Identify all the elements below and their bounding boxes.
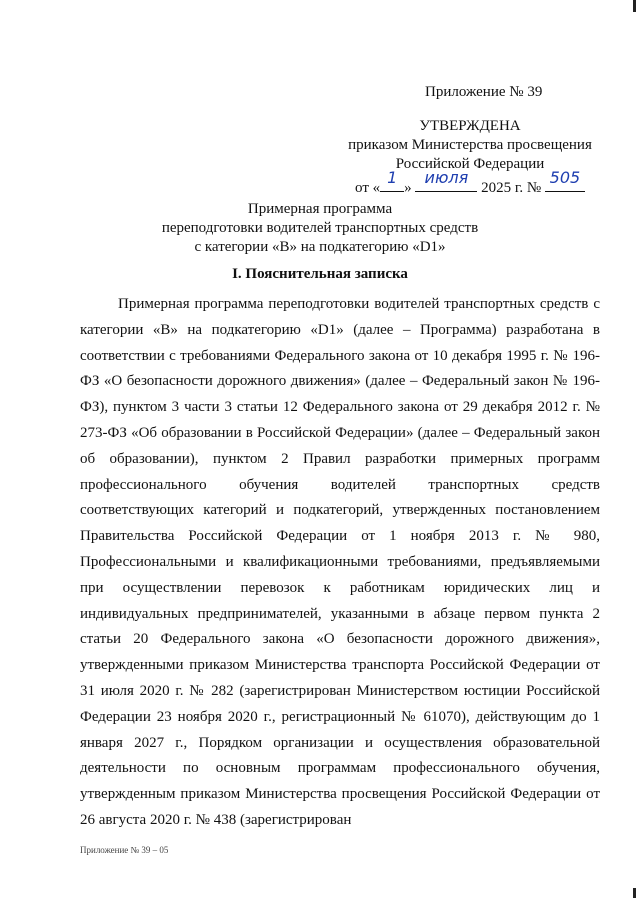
handwritten-day: 1 — [387, 168, 398, 187]
program-title-line-1: Примерная программа — [247, 201, 393, 217]
handwritten-order-number: 505 — [549, 168, 581, 187]
date-month-field — [415, 168, 477, 192]
paragraph: Примерная программа переподготовки водителей транспортных средств с категории «B» на подкатегорию «D1» (далее – Программа) разработана в соответствии с требованиями Федерального закона от 10 декабря 1995 г. № 196-ФЗ «О безопасности дорожного движения» (далее – Федеральный закон № 196-ФЗ), пунктом 3 части 3 статьи 12 Федерального закона от 29 декабря 2012 г. № 273-ФЗ «Об образовании в Российской Федерации» (далее – Федеральный закон об образовании), пунктом 2 Правил разработки примерных программ профессионального обучения водителей транспортных средств соответствующих категорий и подкатегорий, утвержденных постановлением Правительства Российской Федерации от 1 ноября 2013 г. № 980, Профессиональными и квалификационными требованиями, предъявляемыми при осуществлении перевозок к работникам юридических лиц и индивидуальных предпринимателей, указанными в абзаце первом пункта 2 статьи 20 Федерального закона «О безопасности дорожного движения», утвержденными приказом Министерства транспорта Российской Федерации от 31 июля 2020 г. № 282 (зарегистрирован Министерством юстиции Российской Федерации 23 ноября 2020 г., регистрационный № 61070), действующим до 1 января 2027 г., Порядком организации и осуществления образовательной деятельности по основным программам профессионального обучения, утвержденным приказом Министерства просвещения Российской Федерации от 26 августа 2020 г. № 438 (зарегистрирован — [80, 296, 600, 828]
order-date-line — [340, 168, 600, 198]
date-mid: » — [404, 180, 412, 196]
ministry-line: Российской Федерации — [395, 156, 545, 172]
program-title-line-3: с категории «B» на подкатегорию «D1» — [194, 239, 446, 255]
program-title — [110, 200, 530, 257]
approval-block — [340, 117, 600, 198]
scan-edge-mark — [633, 888, 636, 898]
date-day-field — [380, 168, 404, 192]
order-line: приказом Министерства просвещения — [348, 137, 592, 153]
program-title-line-2: переподготовки водителей транспортных средств — [161, 220, 479, 236]
section-heading: I. Пояснительная записка — [232, 266, 408, 282]
handwritten-month: июля — [424, 168, 469, 187]
date-prefix: от « — [355, 180, 381, 196]
order-number-field — [545, 168, 585, 192]
approved-label: УТВЕРЖДЕНА — [419, 118, 521, 134]
footer-label: Приложение № 39 – 05 — [80, 845, 169, 855]
body-text — [80, 292, 600, 834]
date-year: 2025 г. № — [481, 180, 542, 196]
appendix-label: Приложение № 39 — [425, 84, 543, 100]
scan-edge-mark — [633, 0, 636, 12]
